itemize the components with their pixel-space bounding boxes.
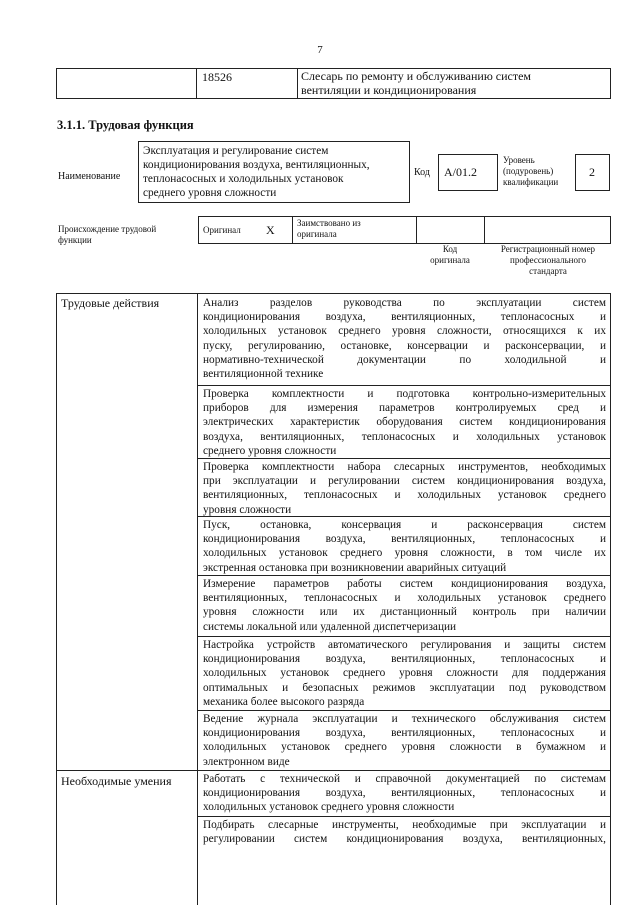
cell-line: Анализ разделов руководства по эксплуатации систем [203,297,606,309]
level-value: 2 [589,165,595,179]
name-label: Наименование [58,171,121,182]
section-title: 3.1.1. Трудовая функция [57,118,194,132]
labor-action-2 [203,387,606,458]
origin-label [58,224,156,246]
labor-action-3 [203,460,606,517]
cell-line: Настройка устройств автоматического регулирования и защиты систем [203,639,606,651]
level-label-line: Уровень [503,155,535,165]
cell-line: кондиционирования воздуха, вентиляционных, теплонасосных и [203,311,606,324]
function-name-line: среднего уровня сложности [143,187,277,199]
cell-line: приборов для измерения параметров контролируемых сред и [203,402,606,415]
origin-label-line: функции [58,235,92,245]
skill-1 [203,772,606,815]
reg-number-caption-line: профессионального [510,255,586,265]
origin-code-caption-line: оригинала [430,255,470,265]
cell-line: электрических характеристик оборудования систем кондиционирования [203,416,606,429]
labor-action-6 [203,638,606,709]
cell-line: пуску, регулированию, остановке, консервации и расконсервации, и [203,339,606,352]
borrowed-label-line: Заимствовано из [297,218,361,228]
origin-code-caption-line: Код [442,244,458,254]
cell-line: вентиляционных, теплонасосных и холодильных установок среднего [203,592,606,605]
borrowed-label [297,218,361,240]
cell-line: Пуск, остановка, консервация и расконсервация систем [203,519,606,531]
original-label: Оригинал [203,225,241,235]
cell-line: воздуха, вентиляционных, теплонасосных и холодильных установок [203,430,606,443]
page-number: 7 [317,44,323,56]
function-name [143,144,370,200]
function-name-line: теплонасосных и холодильных установок [143,173,344,185]
cell-line: кондиционирования воздуха, вентиляционных, теплонасосных и [203,787,606,800]
cell-line: кондиционирования воздуха, вентиляционных, теплонасосных и [203,727,606,740]
skills-label: Необходимые умения [61,774,172,788]
cell-line: среднего уровня сложности [203,444,337,457]
code-label: Код [414,167,430,178]
labor-actions-label: Трудовые действия [61,296,160,310]
cell-line: оптимальных и безопасных режимов эксплуатации под руководством [203,681,606,694]
origin-code-caption [416,244,484,266]
cell-line: электронном виде [203,755,290,768]
function-code: A/01.2 [444,165,477,179]
borrowed-label-line: оригинала [297,229,337,239]
cell-line: Проверка комплектности набора слесарных инструментов, необходимых [203,461,606,473]
profession-name-line1: Слесарь по ремонту и обслуживанию систем [301,69,532,83]
labor-action-1 [203,296,606,381]
cell-line: холодильных установок среднего уровня сложности, в том числе их [203,547,606,560]
cell-line: кондиционирования воздуха, вентиляционных, теплонасосных и [203,533,606,546]
cell-line: механика более высокого разряда [203,695,365,708]
level-label-line: квалификации [503,177,559,187]
cell-line: вентиляционной технике [203,368,324,381]
level-label [503,155,558,188]
cell-line: Измерение параметров работы систем кондиционирования воздуха, [203,578,606,590]
cell-line: при эксплуатации и регулировании систем кондиционирования воздуха, [203,475,606,488]
cell-line: холодильных установок среднего уровня сложности в бумажном и [203,741,606,754]
cell-line: экстренная остановка при возникновении аварийных ситуаций [203,561,507,574]
cell-line: холодильных установок среднего уровня сложности [203,801,455,814]
labor-action-5 [203,577,606,634]
function-name-line: Эксплуатация и регулирование систем [143,145,329,157]
labor-action-4 [203,518,606,575]
cell-line: уровня сложности или их дистанционный контроль при наличии [203,606,606,619]
cell-line: Работать с технической и справочной документацией по системам [203,773,606,785]
origin-label-line: Происхождение трудовой [58,224,157,234]
cell-line: уровня сложности [203,503,292,516]
skill-2 [203,818,606,846]
cell-line: регулировании систем кондиционирования воздуха, вентиляционных, [203,833,606,846]
cell-line: кондиционирования воздуха, вентиляционных, теплонасосных и [203,653,606,666]
cell-line: холодильных установок среднего уровня сложности для поддержания [203,667,606,680]
reg-number-caption-line: стандарта [529,266,567,276]
original-mark: X [266,223,275,237]
cell-line: нормативно-технической документации по холодильной и [203,353,606,366]
cell-line: вентиляционных, теплонасосных и холодильных установок среднего [203,489,606,502]
level-label-line: (подуровень) [503,166,554,176]
function-name-line: кондиционирования воздуха, вентиляционных, [143,159,370,171]
profession-name-line2: вентиляции и кондиционирования [301,83,477,97]
reg-number-caption-line: Регистрационный номер [500,244,596,254]
reg-number-caption [486,244,610,277]
cell-line: системы локальной или удаленной диспетчеризации [203,620,457,633]
cell-line: холодильных установок среднего уровня сложности, относящихся к их [203,325,606,338]
profession-code: 18526 [202,70,232,84]
cell-line: Подбирать слесарные инструменты, необходимые при эксплуатации и [203,819,606,831]
cell-line: Ведение журнала эксплуатации и технического обслуживания систем [203,713,606,725]
cell-line: Проверка комплектности и подготовка контрольно-измерительных [203,388,606,400]
labor-action-7 [203,712,606,769]
